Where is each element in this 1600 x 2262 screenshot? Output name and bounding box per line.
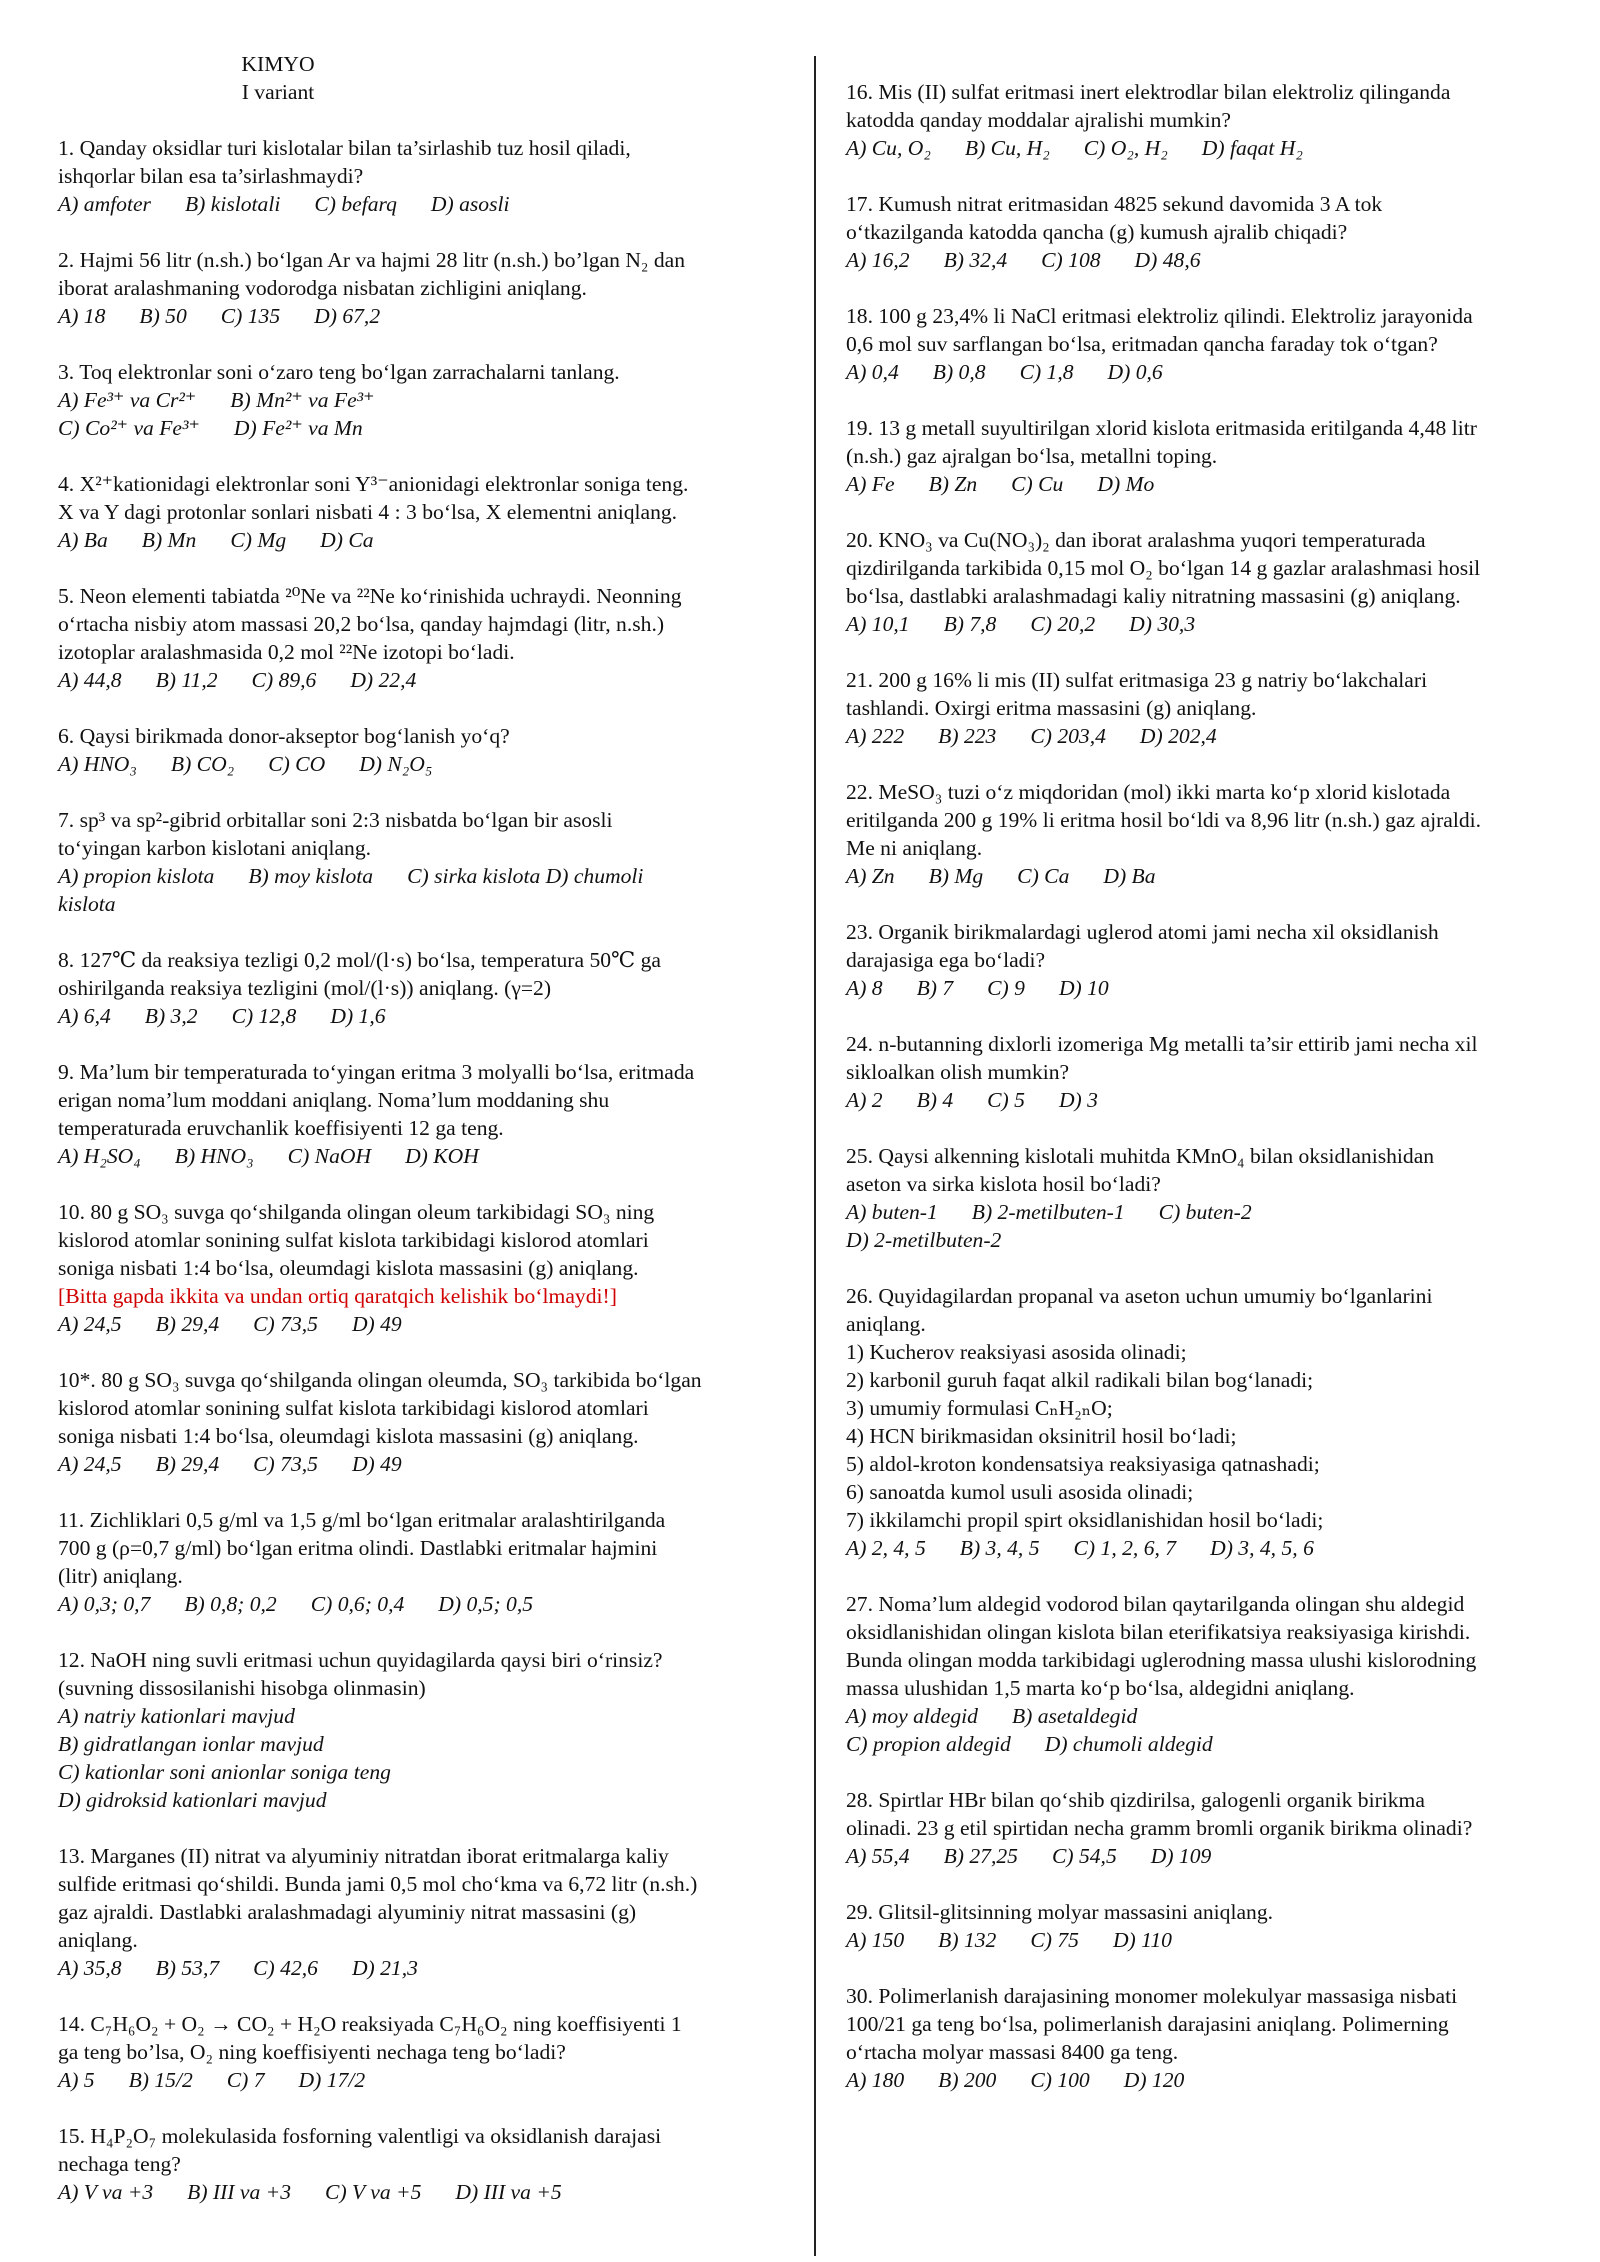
question-text-line: o‘tkazilganda katodda qancha (g) kumush ajralib chiqadi? bbox=[846, 220, 1348, 244]
question-text-line: 2) karbonil guruh faqat alkil radikali bilan bog‘lanadi; bbox=[846, 1368, 1314, 1392]
answer-option: C) 1,8 bbox=[1019, 360, 1074, 384]
question-17 bbox=[846, 190, 1570, 274]
question-list-right bbox=[846, 78, 1570, 2094]
answer-option: B) 50 bbox=[139, 304, 187, 328]
answer-option: B) 0,8; 0,2 bbox=[184, 1592, 277, 1616]
question-text-line: 27. Noma’lum aldegid vodorod bilan qaytarilganda olingan shu aldegid bbox=[846, 1592, 1465, 1616]
answer-option: D) 67,2 bbox=[314, 304, 381, 328]
answer-option: C) V va +5 bbox=[325, 2180, 422, 2204]
answer-option: C) CO bbox=[268, 752, 326, 776]
question-text-line: o‘rtacha nisbiy atom massasi 20,2 bo‘lsa, qanday hajmdagi (litr, n.sh.) bbox=[58, 612, 665, 636]
question-text-line: aseton va sirka kislota hosil bo‘ladi? bbox=[846, 1172, 1161, 1196]
question-text-line: sikloalkan olish mumkin? bbox=[846, 1060, 1070, 1084]
answer-option: B) 4 bbox=[916, 1088, 954, 1112]
question-text-line: 100/21 ga teng bo‘lsa, polimerlanish darajasini aniqlang. Polimerning bbox=[846, 2012, 1449, 2036]
answer-option: C) 73,5 bbox=[253, 1312, 318, 1336]
answer-option: B) 11,2 bbox=[155, 668, 218, 692]
answer-option: B) 7,8 bbox=[943, 612, 997, 636]
answer-option: A) 222 bbox=[846, 724, 905, 748]
question-text-line: 24. n-butanning dixlorli izomeriga Mg metalli ta’sir ettirib jami necha xil bbox=[846, 1032, 1478, 1056]
answer-options bbox=[58, 1310, 790, 1338]
answer-option: A) 6,4 bbox=[58, 1004, 111, 1028]
answer-option: C) 9 bbox=[987, 976, 1025, 1000]
answer-option: D) faqat H₂ bbox=[1201, 136, 1303, 160]
question-19 bbox=[846, 414, 1570, 498]
question-20 bbox=[846, 526, 1570, 638]
question-5 bbox=[58, 582, 790, 694]
answer-option: C) kationlar soni anionlar soniga teng bbox=[58, 1760, 391, 1784]
answer-option: A) Ba bbox=[58, 528, 108, 552]
question-text-line: ishqorlar bilan esa ta’sirlashmaydi? bbox=[58, 164, 364, 188]
answer-option: B) asetaldegid bbox=[1011, 1704, 1138, 1728]
question-text-line: (suvning dissosilanishi hisobga olinmasin) bbox=[58, 1676, 426, 1700]
question-text-line: kislorod atomlar sonining sulfat kislota tarkibidagi kislorod atomlari bbox=[58, 1228, 649, 1252]
question-text-line: 13. Marganes (II) nitrat va alyuminiy nitratdan iborat eritmalarga kaliy bbox=[58, 1844, 669, 1868]
answer-option: D) Ba bbox=[1103, 864, 1156, 888]
question-text-line: qizdirilganda tarkibida 0,15 mol O₂ bo‘lgan 14 g gazlar aralashmasi hosil bbox=[846, 556, 1481, 580]
question-25 bbox=[846, 1142, 1570, 1254]
question-text-line: 3. Toq elektronlar soni o‘zaro teng bo‘lgan zarrachalarni tanlang. bbox=[58, 360, 620, 384]
question-18 bbox=[846, 302, 1570, 386]
answer-options bbox=[846, 246, 1570, 274]
answer-options bbox=[846, 1842, 1570, 1870]
answer-options bbox=[846, 974, 1570, 1002]
question-7 bbox=[58, 806, 790, 918]
answer-option: A) 150 bbox=[846, 1928, 905, 1952]
answer-option: A) moy aldegid bbox=[846, 1704, 978, 1728]
answer-option: B) 32,4 bbox=[943, 248, 1008, 272]
answer-option: D) 120 bbox=[1123, 2068, 1185, 2092]
answer-option: B) Mn bbox=[141, 528, 197, 552]
answer-option: C) 12,8 bbox=[231, 1004, 297, 1028]
question-text-line: 30. Polimerlanish darajasining monomer molekulyar massasiga nisbati bbox=[846, 1984, 1458, 2008]
answer-option: B) 3,2 bbox=[144, 1004, 198, 1028]
answer-option: B) 27,25 bbox=[943, 1844, 1018, 1868]
answer-option: A) amfoter bbox=[58, 192, 151, 216]
question-text-line: 25. Qaysi alkenning kislotali muhitda KMnO₄ bilan oksidlanishidan bbox=[846, 1144, 1435, 1168]
answer-option: B) kislotali bbox=[184, 192, 281, 216]
question-text-line: X va Y dagi protonlar sonlari nisbati 4 : 3 bo‘lsa, X elementni aniqlang. bbox=[58, 500, 678, 524]
answer-option: A) 24,5 bbox=[58, 1312, 122, 1336]
answer-option: B) moy kislota bbox=[248, 864, 374, 888]
question-text-line: 6. Qaysi birikmada donor-akseptor bog‘lanish yo‘q? bbox=[58, 724, 510, 748]
answer-option: D) 2-metilbuten-2 bbox=[846, 1228, 1002, 1252]
answer-option: B) 53,7 bbox=[155, 1956, 220, 1980]
question-text-line: 3) umumiy formulasi CₙH₂ₙO; bbox=[846, 1396, 1113, 1420]
answer-options bbox=[58, 526, 790, 554]
answer-option: C) 54,5 bbox=[1051, 1844, 1117, 1868]
page-title: KIMYO bbox=[241, 52, 315, 76]
question-text-line: darajasiga ega bo‘ladi? bbox=[846, 948, 1046, 972]
answer-option: A) Zn bbox=[846, 864, 895, 888]
answer-option: C) NaOH bbox=[287, 1144, 372, 1168]
answer-option: A) 24,5 bbox=[58, 1452, 122, 1476]
question-text-line: 14. C₇H₆O₂ + O₂ → CO₂ + H₂O reaksiyada C₇H₆O₂ ning koeffisiyenti 1 bbox=[58, 2012, 682, 2036]
answer-option: A) buten-1 bbox=[846, 1200, 938, 1224]
answer-option: C) 0,6; 0,4 bbox=[310, 1592, 405, 1616]
answer-option-row bbox=[846, 1730, 1570, 1758]
answer-option: C) Mg bbox=[230, 528, 287, 552]
question-6 bbox=[58, 722, 790, 778]
answer-option: B) CO₂ bbox=[170, 752, 235, 776]
answer-option: B) 200 bbox=[938, 2068, 997, 2092]
question-text-line: bo‘lsa, dastlabki aralashmadagi kaliy nitratning massasini (g) aniqlang. bbox=[846, 584, 1461, 608]
answer-option: B) 0,8 bbox=[932, 360, 986, 384]
left-column bbox=[58, 50, 790, 2234]
question-text-line: aniqlang. bbox=[58, 1928, 138, 1952]
answer-options bbox=[58, 2178, 790, 2206]
answer-option: A) 2, 4, 5 bbox=[846, 1536, 926, 1560]
question-text-line: to‘yingan karbon kislotani aniqlang. bbox=[58, 836, 372, 860]
question-text-line: 5) aldol-kroton kondensatsiya reaksiyasiga qatnashadi; bbox=[846, 1452, 1320, 1476]
answer-option: B) 7 bbox=[916, 976, 954, 1000]
question-28 bbox=[846, 1786, 1570, 1870]
answer-option: C) 20,2 bbox=[1030, 612, 1096, 636]
answer-option: B) Mg bbox=[928, 864, 984, 888]
answer-options bbox=[58, 302, 790, 330]
answer-option: C) befarq bbox=[314, 192, 397, 216]
answer-options bbox=[58, 666, 790, 694]
question-text-line: tashlandi. Oxirgi eritma massasini (g) aniqlang. bbox=[846, 696, 1257, 720]
question-text-line: izotoplar aralashmasida 0,2 mol ²²Ne izotopi bo‘ladi. bbox=[58, 640, 515, 664]
answer-option: A) 2 bbox=[846, 1088, 883, 1112]
answer-option: D) 49 bbox=[351, 1312, 402, 1336]
question-text-line: oshirilganda reaksiya tezligini (mol/(l·s)) aniqlang. (γ=2) bbox=[58, 976, 552, 1000]
question-29 bbox=[846, 1898, 1570, 1954]
answer-option: C) 108 bbox=[1041, 248, 1101, 272]
question-text-line: 11. Zichliklari 0,5 g/ml va 1,5 g/ml bo‘lgan eritmalar aralashtirilganda bbox=[58, 1508, 666, 1532]
answer-options bbox=[58, 1590, 790, 1618]
answer-option: B) 15/2 bbox=[128, 2068, 193, 2092]
answer-option-row bbox=[58, 862, 790, 890]
question-26 bbox=[846, 1282, 1570, 1562]
answer-option-row bbox=[846, 1226, 1570, 1254]
question-text-line: oksidlanishidan olingan kislota bilan eterifikatsiya reaksiyasiga kirishdi. bbox=[846, 1620, 1471, 1644]
question-text-line: 10*. 80 g SO₃ suvga qo‘shilganda olingan oleumda, SO₃ tarkibida bo‘lgan bbox=[58, 1368, 702, 1392]
answer-options bbox=[58, 750, 790, 778]
answer-option: kislota bbox=[58, 892, 116, 916]
answer-option: B) Cu, H₂ bbox=[964, 136, 1050, 160]
answer-option-row bbox=[58, 1702, 790, 1730]
answer-option: B) 3, 4, 5 bbox=[959, 1536, 1040, 1560]
question-24 bbox=[846, 1030, 1570, 1114]
question-text-line: sulfide eritmasi qo‘shildi. Bunda jami 0,5 mol cho‘kma va 6,72 litr (n.sh.) bbox=[58, 1872, 698, 1896]
answer-option-row bbox=[58, 890, 790, 918]
answer-options bbox=[846, 610, 1570, 638]
answer-option: D) 1,6 bbox=[330, 1004, 386, 1028]
question-27 bbox=[846, 1590, 1570, 1758]
question-text-line: 8. 127℃ da reaksiya tezligi 0,2 mol/(l·s) bo‘lsa, temperatura 50℃ ga bbox=[58, 948, 661, 972]
answer-option: C) 5 bbox=[987, 1088, 1025, 1112]
answer-option: D) Ca bbox=[320, 528, 374, 552]
answer-option: B) Zn bbox=[928, 472, 978, 496]
question-9 bbox=[58, 1058, 790, 1170]
answer-option: A) Fe³⁺ va Cr²⁺ bbox=[58, 388, 197, 412]
answer-option: D) 202,4 bbox=[1139, 724, 1217, 748]
answer-options bbox=[846, 722, 1570, 750]
question-text-line: 6) sanoatda kumol usuli asosida olinadi; bbox=[846, 1480, 1194, 1504]
question-text-line: 16. Mis (II) sulfat eritmasi inert elektrodlar bilan elektroliz qilinganda bbox=[846, 80, 1451, 104]
question-text-line: 22. MeSO₃ tuzi o‘z miqdoridan (mol) ikki marta ko‘p xlorid kislotada bbox=[846, 780, 1451, 804]
answer-option: C) sirka kislota D) chumoli bbox=[407, 864, 644, 888]
question-text-line: 700 g (ρ=0,7 g/ml) bo‘lgan eritma olindi. Dastlabki eritmalar hajmini bbox=[58, 1536, 658, 1560]
question-text-line: 1) Kucherov reaksiyasi asosida olinadi; bbox=[846, 1340, 1187, 1364]
answer-option: D) Fe²⁺ va Mn bbox=[233, 416, 363, 440]
question-text-line: 12. NaOH ning suvli eritmasi uchun quyidagilarda qaysi biri o‘rinsiz? bbox=[58, 1648, 663, 1672]
question-text-line: 18. 100 g 23,4% li NaCl eritmasi elektroliz qilindi. Elektroliz jarayonida bbox=[846, 304, 1473, 328]
answer-option: D) 0,6 bbox=[1107, 360, 1163, 384]
question-text-line: 0,6 mol suv sarflangan bo‘lsa, eritmadan qancha faraday tok o‘tgan? bbox=[846, 332, 1438, 356]
answer-options bbox=[846, 1926, 1570, 1954]
editor-note: [Bitta gapda ikkita va undan ortiq qaratqich kelishik bo‘lmaydi!] bbox=[58, 1284, 617, 1308]
question-text-line: 15. H₄P₂O₇ molekulasida fosforning valentligi va oksidlanish darajasi bbox=[58, 2124, 662, 2148]
question-16 bbox=[846, 78, 1570, 162]
answer-options bbox=[58, 1954, 790, 1982]
question-text-line: 4) HCN birikmasidan oksinitril hosil bo‘ladi; bbox=[846, 1424, 1237, 1448]
answer-option: B) 29,4 bbox=[155, 1452, 220, 1476]
question-22 bbox=[846, 778, 1570, 890]
answer-options bbox=[58, 2066, 790, 2094]
question-3 bbox=[58, 358, 790, 442]
answer-option-row bbox=[58, 414, 790, 442]
question-text-line: massa ulushidan 1,5 marta ko‘p bo‘lsa, aldegidni aniqlang. bbox=[846, 1676, 1355, 1700]
question-text-line: Bunda olingan modda tarkibidagi uglerodning massa ulushi kislorodning bbox=[846, 1648, 1477, 1672]
answer-option: C) buten-2 bbox=[1158, 1200, 1252, 1224]
answer-options bbox=[846, 358, 1570, 386]
answer-options bbox=[846, 1534, 1570, 1562]
answer-option: A) 35,8 bbox=[58, 1956, 122, 1980]
answer-option: C) 73,5 bbox=[253, 1452, 318, 1476]
question-30 bbox=[846, 1982, 1570, 2094]
variant-label: I variant bbox=[241, 80, 315, 104]
right-column bbox=[846, 78, 1570, 2122]
answer-option: C) 203,4 bbox=[1030, 724, 1106, 748]
answer-option: A) V va +3 bbox=[58, 2180, 154, 2204]
answer-option: D) 48,6 bbox=[1134, 248, 1201, 272]
answer-options bbox=[58, 1450, 790, 1478]
question-text-line: 1. Qanday oksidlar turi kislotalar bilan ta’sirlashib tuz hosil qiladi, bbox=[58, 136, 631, 160]
answer-option: B) HNO₃ bbox=[174, 1144, 254, 1168]
question-2 bbox=[58, 246, 790, 330]
answer-option: D) chumoli aldegid bbox=[1044, 1732, 1213, 1756]
answer-options bbox=[58, 1142, 790, 1170]
question-text-line: iborat aralashmaning vodorodga nisbatan zichligini aniqlang. bbox=[58, 276, 587, 300]
answer-option: A) Cu, O₂ bbox=[846, 136, 931, 160]
question-text-line: nechaga teng? bbox=[58, 2152, 181, 2176]
question-11 bbox=[58, 1506, 790, 1618]
answer-option-row bbox=[846, 1198, 1570, 1226]
answer-option: D) 3 bbox=[1058, 1088, 1098, 1112]
question-text-line: 9. Ma’lum bir temperaturada to‘yingan eritma 3 molyalli bo‘lsa, eritmada bbox=[58, 1060, 695, 1084]
question-text-line: 7) ikkilamchi propil spirt oksidlanishidan hosil bo‘ladi; bbox=[846, 1508, 1324, 1532]
answer-option: B) 132 bbox=[938, 1928, 997, 1952]
answer-option: C) Ca bbox=[1017, 864, 1070, 888]
answer-option: A) H₂SO₄ bbox=[58, 1144, 141, 1168]
question-1 bbox=[58, 134, 790, 218]
question-text-line: (n.sh.) gaz ajralgan bo‘lsa, metallni toping. bbox=[846, 444, 1218, 468]
answer-option-row bbox=[58, 386, 790, 414]
question-10 bbox=[58, 1198, 790, 1338]
question-13 bbox=[58, 1842, 790, 1982]
answer-option: D) 22,4 bbox=[350, 668, 417, 692]
question-text-line: Me ni aniqlang. bbox=[846, 836, 983, 860]
answer-option: D) 30,3 bbox=[1129, 612, 1196, 636]
answer-option: D) III va +5 bbox=[455, 2180, 562, 2204]
question-text-line: erigan noma’lum moddani aniqlang. Noma’lum moddaning shu bbox=[58, 1088, 610, 1112]
answer-option-row bbox=[846, 1702, 1570, 1730]
answer-option: D) gidroksid kationlari mavjud bbox=[58, 1788, 327, 1812]
answer-option: D) 3, 4, 5, 6 bbox=[1210, 1536, 1314, 1560]
question-text-line: soniga nisbati 1:4 bo‘lsa, oleumdagi kislota massasini (g) aniqlang. bbox=[58, 1424, 639, 1448]
question-23 bbox=[846, 918, 1570, 1002]
question-12 bbox=[58, 1646, 790, 1814]
answer-option: A) 18 bbox=[58, 304, 106, 328]
answer-option: C) 75 bbox=[1030, 1928, 1079, 1952]
answer-option: D) 21,3 bbox=[351, 1956, 418, 1980]
answer-option: C) Cu bbox=[1011, 472, 1064, 496]
answer-option: D) 109 bbox=[1150, 1844, 1212, 1868]
answer-option: A) Fe bbox=[846, 472, 895, 496]
answer-option: C) 1, 2, 6, 7 bbox=[1073, 1536, 1177, 1560]
answer-option: B) 29,4 bbox=[155, 1312, 220, 1336]
answer-option: A) HNO₃ bbox=[58, 752, 137, 776]
question-text-line: (litr) aniqlang. bbox=[58, 1564, 183, 1588]
question-text-line: 4. X²⁺kationidagi elektronlar soni Y³⁻anionidagi elektronlar soniga teng. bbox=[58, 472, 689, 496]
question-text-line: soniga nisbati 1:4 bo‘lsa, oleumdagi kislota massasini (g) aniqlang. bbox=[58, 1256, 639, 1280]
answer-option: D) 49 bbox=[351, 1452, 402, 1476]
question-text-line: o‘rtacha molyar massasi 8400 ga teng. bbox=[846, 2040, 1179, 2064]
answer-option: A) 0,4 bbox=[846, 360, 899, 384]
question-21 bbox=[846, 666, 1570, 750]
answer-option: D) KOH bbox=[405, 1144, 479, 1168]
answer-options bbox=[846, 134, 1570, 162]
question-text-line: 19. 13 g metall suyultirilgan xlorid kislota eritmasida eritilganda 4,48 litr bbox=[846, 416, 1477, 440]
answer-option: C) 89,6 bbox=[251, 668, 317, 692]
answer-options bbox=[58, 1002, 790, 1030]
question-text-line: aniqlang. bbox=[846, 1312, 926, 1336]
question-text-line: temperaturada eruvchanlik koeffisiyenti 12 ga teng. bbox=[58, 1116, 504, 1140]
answer-option: A) 0,3; 0,7 bbox=[58, 1592, 151, 1616]
answer-option: A) 44,8 bbox=[58, 668, 122, 692]
question-text-line: 26. Quyidagilardan propanal va aseton uchun umumiy bo‘lganlarini bbox=[846, 1284, 1433, 1308]
answer-options bbox=[58, 190, 790, 218]
answer-option: A) 8 bbox=[846, 976, 883, 1000]
question-text-line: ga teng bo’lsa, O₂ ning koeffisiyenti nechaga teng bo‘ladi? bbox=[58, 2040, 566, 2064]
answer-option: B) 223 bbox=[938, 724, 997, 748]
answer-option: D) 110 bbox=[1112, 1928, 1172, 1952]
header bbox=[58, 50, 498, 106]
question-14 bbox=[58, 2010, 790, 2094]
answer-option: D) 0,5; 0,5 bbox=[438, 1592, 534, 1616]
answer-option: C) Co²⁺ va Fe³⁺ bbox=[58, 416, 200, 440]
question-text-line: eritilganda 200 g 19% li eritma hosil bo‘ldi va 8,96 litr (n.sh.) gaz ajraldi. bbox=[846, 808, 1482, 832]
answer-option: A) natriy kationlari mavjud bbox=[58, 1704, 295, 1728]
question-text-line: 21. 200 g 16% li mis (II) sulfat eritmasiga 23 g natriy bo‘lakchalari bbox=[846, 668, 1428, 692]
answer-option: C) O₂, H₂ bbox=[1083, 136, 1168, 160]
answer-option: B) III va +3 bbox=[187, 2180, 292, 2204]
question-4 bbox=[58, 470, 790, 554]
answer-option-row bbox=[58, 1758, 790, 1786]
answer-option: A) 5 bbox=[58, 2068, 95, 2092]
question-text-line: kislorod atomlar sonining sulfat kislota tarkibidagi kislorod atomlari bbox=[58, 1396, 649, 1420]
question-text-line: 29. Glitsil-glitsinning molyar massasini aniqlang. bbox=[846, 1900, 1274, 1924]
answer-options bbox=[846, 470, 1570, 498]
answer-option: B) Mn²⁺ va Fe³⁺ bbox=[230, 388, 375, 412]
answer-option: D) Mo bbox=[1097, 472, 1155, 496]
question-15 bbox=[58, 2122, 790, 2206]
question-text-line: 2. Hajmi 56 litr (n.sh.) bo‘lgan Ar va hajmi 28 litr (n.sh.) bo’lgan N₂ dan bbox=[58, 248, 686, 272]
question-text-line: katodda qanday moddalar ajralishi mumkin? bbox=[846, 108, 1231, 132]
question-text-line: 10. 80 g SO₃ suvga qo‘shilganda olingan oleum tarkibidagi SO₃ ning bbox=[58, 1200, 655, 1224]
answer-option: A) propion kislota bbox=[58, 864, 215, 888]
question-text-line: 17. Kumush nitrat eritmasidan 4825 sekund davomida 3 A tok bbox=[846, 192, 1383, 216]
answer-option: C) 7 bbox=[226, 2068, 265, 2092]
answer-option: D) 17/2 bbox=[298, 2068, 366, 2092]
question-10-star bbox=[58, 1366, 790, 1478]
answer-option: A) 10,1 bbox=[846, 612, 910, 636]
answer-option: D) 10 bbox=[1058, 976, 1109, 1000]
answer-option: C) propion aldegid bbox=[846, 1732, 1011, 1756]
question-text-line: 20. KNO₃ va Cu(NO₃)₂ dan iborat aralashma yuqori temperaturada bbox=[846, 528, 1426, 552]
question-text-line: gaz ajraldi. Dastlabki aralashmadagi alyuminiy nitrat massasini (g) bbox=[58, 1900, 637, 1924]
column-divider bbox=[814, 56, 816, 2256]
answer-option-row bbox=[58, 1786, 790, 1814]
answer-option: B) gidratlangan ionlar mavjud bbox=[58, 1732, 324, 1756]
question-8 bbox=[58, 946, 790, 1030]
answer-option: B) 2-metilbuten-1 bbox=[971, 1200, 1125, 1224]
answer-option: C) 135 bbox=[220, 304, 281, 328]
answer-options bbox=[846, 1086, 1570, 1114]
question-list-left bbox=[58, 134, 790, 2206]
answer-option: A) 16,2 bbox=[846, 248, 910, 272]
answer-options bbox=[846, 2066, 1570, 2094]
answer-option: A) 180 bbox=[846, 2068, 905, 2092]
answer-option-row bbox=[58, 1730, 790, 1758]
answer-option: D) N₂O₅ bbox=[359, 752, 433, 776]
question-text-line: 23. Organik birikmalardagi uglerod atomi jami necha xil oksidlanish bbox=[846, 920, 1439, 944]
answer-option: D) asosli bbox=[430, 192, 510, 216]
answer-option: C) 100 bbox=[1030, 2068, 1090, 2092]
answer-option: C) 42,6 bbox=[253, 1956, 318, 1980]
question-text-line: 28. Spirtlar HBr bilan qo‘shib qizdirilsa, galogenli organik birikma bbox=[846, 1788, 1425, 1812]
answer-options bbox=[846, 862, 1570, 890]
question-text-line: 5. Neon elementi tabiatda ²⁰Ne va ²²Ne ko‘rinishida uchraydi. Neonning bbox=[58, 584, 682, 608]
question-text-line: 7. sp³ va sp²-gibrid orbitallar soni 2:3 nisbatda bo‘lgan bir asosli bbox=[58, 808, 613, 832]
question-text-line: olinadi. 23 g etil spirtidan necha gramm bromli organik birikma olinadi? bbox=[846, 1816, 1473, 1840]
answer-option: A) 55,4 bbox=[846, 1844, 910, 1868]
